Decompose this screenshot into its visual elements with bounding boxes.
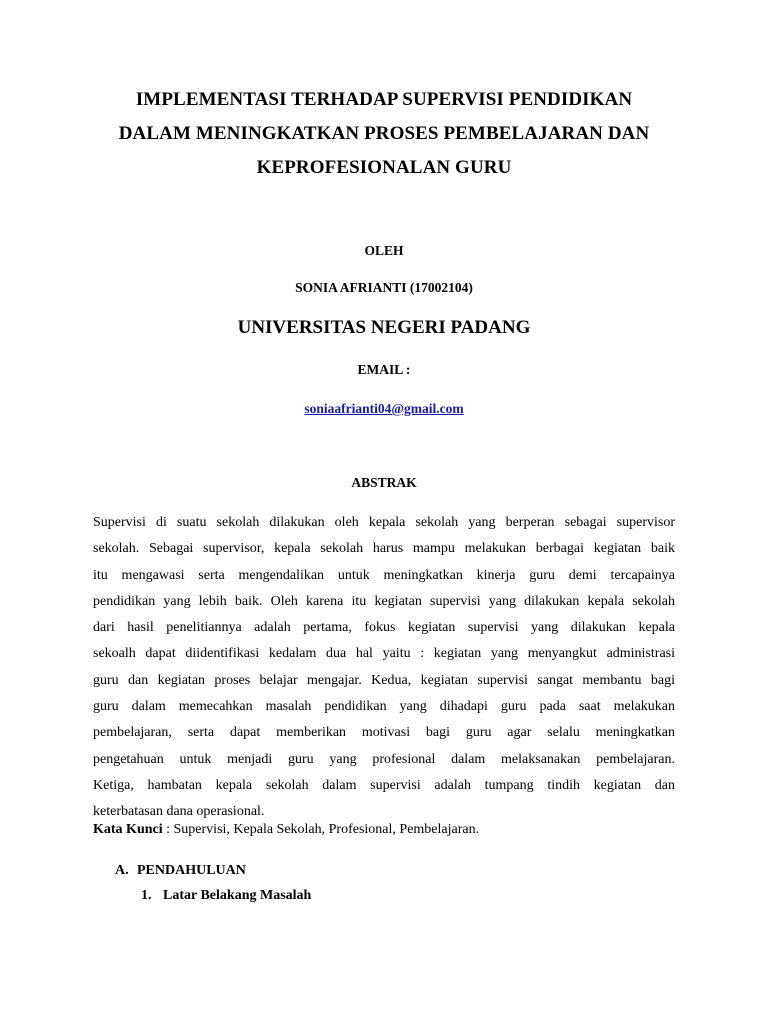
subsection-number: 1. [141, 888, 152, 903]
abstract-heading: ABSTRAK [351, 475, 417, 490]
abstract-line: pengetahuan untuk menjadi guru yang profesional dalam melaksanakan pembelajaran. [93, 751, 675, 767]
subsection-title: Latar Belakang Masalah [163, 888, 312, 903]
title-line-3: KEPROFESIONALAN GURU [256, 157, 512, 178]
title-line-1: IMPLEMENTASI TERHADAP SUPERVISI PENDIDIKAN [135, 89, 633, 110]
section-number: A. [115, 863, 129, 878]
abstract-line: keterbatasan dana operasional. [93, 804, 265, 820]
abstract-line: guru dalam memecahkan masalah pendidikan yang dihadapi guru pada saat melakukan [93, 699, 675, 715]
subsection-heading-latar-belakang [141, 888, 311, 904]
oleh-label: OLEH [364, 243, 404, 258]
author-name: SONIA AFRIANTI (17002104) [295, 280, 473, 295]
abstract-line: sekoalh dapat diidentifikasi kedalam dua hal yaitu : kegiatan yang menyangkut administrasi [93, 646, 675, 662]
abstract-line: dari hasil penelitiannya adalah pertama, fokus kegiatan supervisi yang dilakukan kepala [93, 620, 675, 636]
abstract-body [93, 510, 675, 826]
email-label: EMAIL : [357, 362, 411, 377]
abstract-line: itu mengawasi serta mengendalikan untuk meningkatkan kinerja guru demi tercapainya [93, 567, 675, 583]
university-name: UNIVERSITAS NEGERI PADANG [237, 317, 531, 338]
keywords-label: Kata Kunci [93, 822, 163, 837]
abstract-line: Supervisi di suatu sekolah dilakukan oleh kepala sekolah yang berperan sebagai supervisor [93, 515, 675, 530]
abstract-line: pendidikan yang lebih baik. Oleh karena itu kegiatan supervisi yang dilakukan kepala sekolah [93, 593, 675, 609]
title-line-2: DALAM MENINGKATKAN PROSES PEMBELAJARAN DAN [118, 123, 650, 144]
section-heading-pendahuluan [115, 863, 246, 879]
abstract-line: pembelajaran, serta dapat memberikan motivasi bagi guru agar selalu meningkatkan [93, 725, 675, 741]
keywords-text: : Supervisi, Kepala Sekolah, Profesional, Pembelajaran. [162, 822, 480, 837]
abstract-line: sekolah. Sebagai supervisor, kepala sekolah harus mampu melakukan berbagai kegiatan baik [93, 541, 675, 557]
section-title: PENDAHULUAN [137, 863, 246, 878]
keywords [93, 822, 479, 838]
email-link[interactable]: soniaafrianti04@gmail.com [304, 401, 464, 416]
abstract-line: guru dan kegiatan proses belajar mengajar. Kedua, kegiatan supervisi sangat membantu bagi [93, 672, 675, 688]
abstract-line: Ketiga, hambatan kepala sekolah dalam supervisi adalah tumpang tindih kegiatan dan [93, 777, 675, 793]
email-row [0, 400, 768, 418]
